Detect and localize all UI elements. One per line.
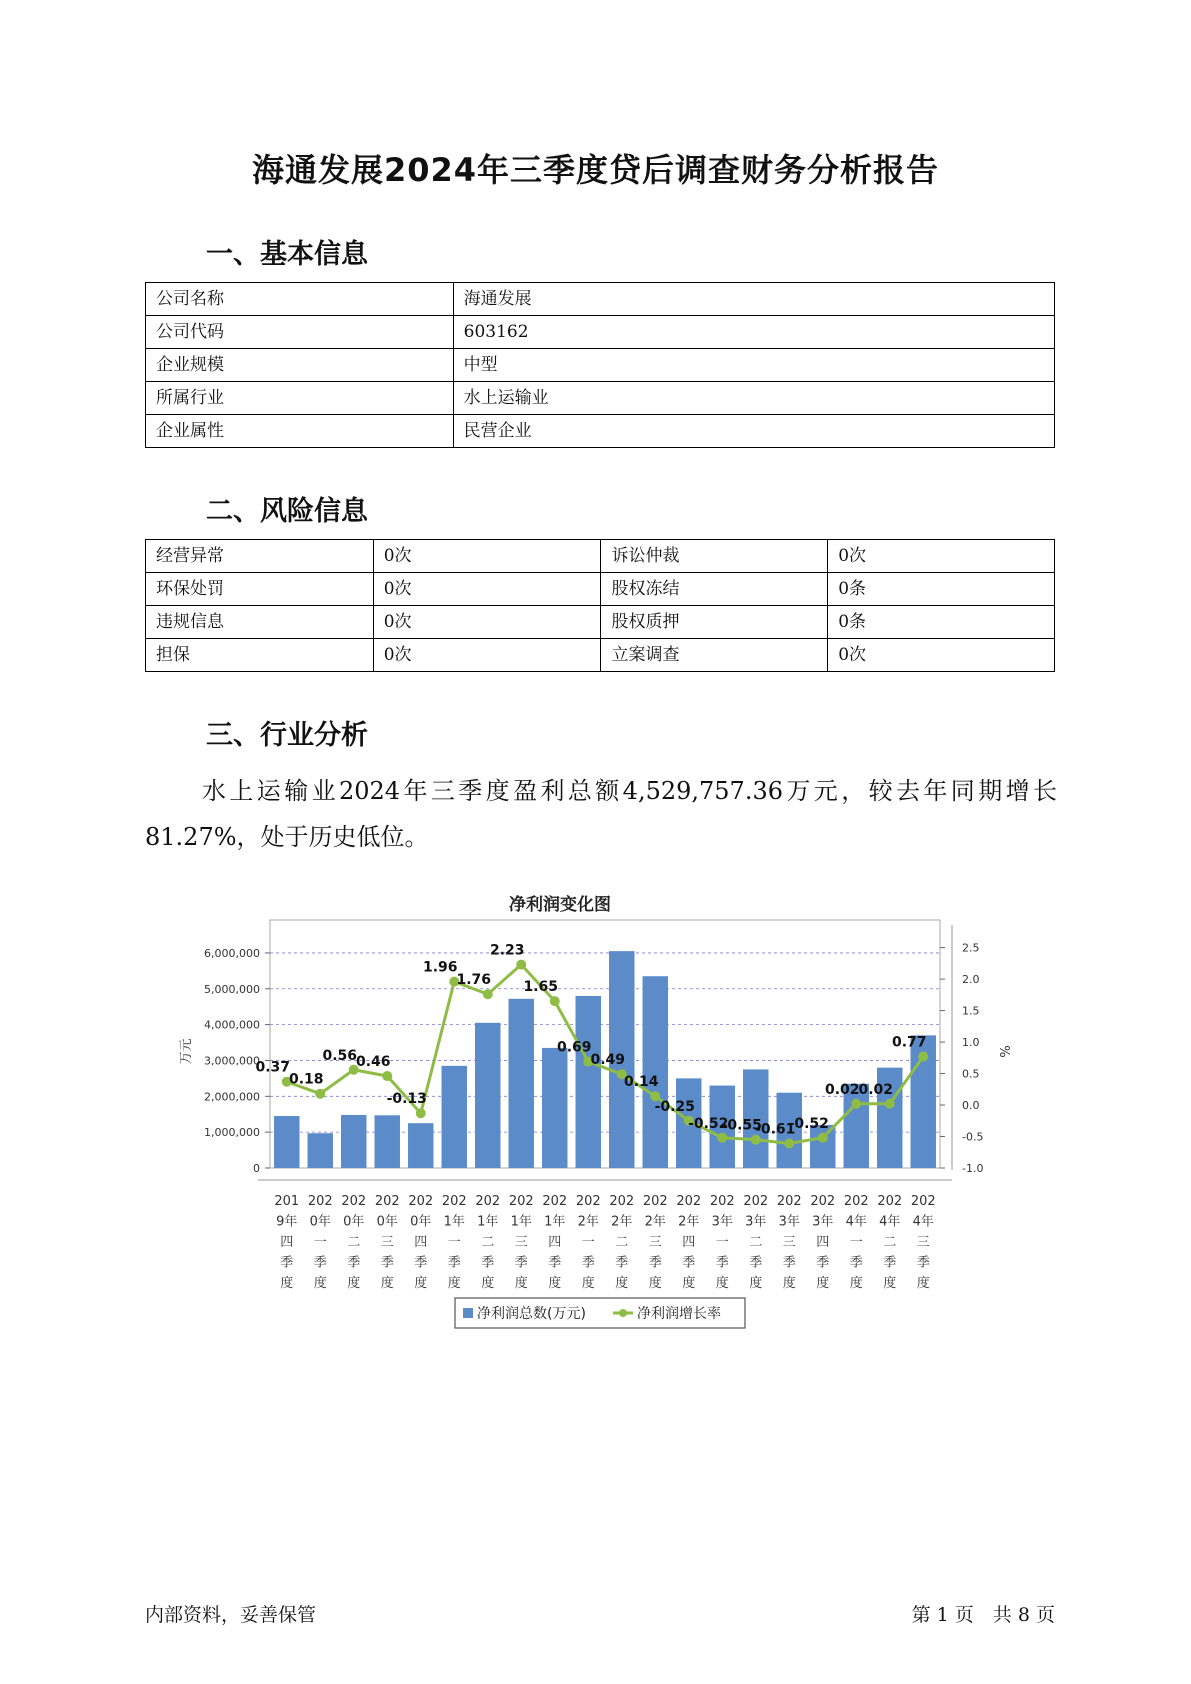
risk-value: 0次 bbox=[828, 540, 1055, 573]
bar bbox=[475, 1023, 500, 1168]
table-row bbox=[146, 283, 1055, 316]
point-label: -0.25 bbox=[654, 1098, 695, 1115]
growth-rate-point bbox=[483, 989, 493, 999]
risk-label: 股权冻结 bbox=[601, 573, 828, 606]
bar bbox=[274, 1116, 299, 1168]
field-label: 所属行业 bbox=[146, 382, 454, 415]
y-left-tick-label: 5,000,000 bbox=[204, 982, 260, 996]
field-label: 企业规模 bbox=[146, 349, 454, 382]
table-row bbox=[146, 349, 1055, 382]
legend-label-line: 净利润增长率 bbox=[637, 1306, 721, 1322]
point-label: 0.02 bbox=[824, 1081, 860, 1098]
legend-label-bar: 净利润总数(万元) bbox=[477, 1306, 586, 1322]
risk-value: 0次 bbox=[373, 540, 601, 573]
risk-value: 0条 bbox=[828, 606, 1055, 639]
table-row bbox=[146, 415, 1055, 448]
page-total: 8 bbox=[1017, 1604, 1030, 1626]
x-tick-label: 202 1年四季度 bbox=[542, 1194, 568, 1291]
y-right-tick-label: 1.5 bbox=[962, 1004, 980, 1018]
section-heading-industry-analysis: 三、行业分析 bbox=[206, 720, 368, 751]
section-heading-risk-info: 二、风险信息 bbox=[206, 496, 368, 527]
x-tick-label: 201 9年四季度 bbox=[274, 1194, 300, 1291]
risk-label: 经营异常 bbox=[146, 540, 374, 573]
x-tick-label: 202 1年二季度 bbox=[475, 1194, 501, 1291]
point-label: 0.18 bbox=[288, 1071, 324, 1088]
table-row bbox=[146, 573, 1055, 606]
field-value: 民营企业 bbox=[453, 415, 1054, 448]
x-tick-label: 202 3年三季度 bbox=[776, 1194, 802, 1291]
y-left-tick-label: 1,000,000 bbox=[204, 1126, 260, 1140]
growth-rate-point bbox=[885, 1099, 895, 1109]
page-current: 1 bbox=[936, 1604, 949, 1626]
bar bbox=[509, 999, 534, 1168]
risk-info-table bbox=[145, 539, 1055, 672]
net-profit-chart bbox=[170, 880, 1070, 1340]
risk-label: 环保处罚 bbox=[146, 573, 374, 606]
growth-rate-point bbox=[918, 1052, 928, 1062]
field-value: 603162 bbox=[453, 316, 1054, 349]
risk-label: 违规信息 bbox=[146, 606, 374, 639]
risk-value: 0次 bbox=[828, 639, 1055, 672]
x-tick-label: 202 1年三季度 bbox=[508, 1194, 534, 1291]
x-tick-label: 202 0年三季度 bbox=[374, 1194, 400, 1291]
table-row bbox=[146, 316, 1055, 349]
y-right-tick-label: -1.0 bbox=[962, 1162, 984, 1175]
growth-rate-point bbox=[516, 960, 526, 970]
point-label: -0.61 bbox=[755, 1121, 796, 1138]
y-right-tick-label: 2.5 bbox=[962, 941, 980, 955]
y-left-tick-label: 6,000,000 bbox=[204, 946, 260, 960]
y-right-tick-label: 0.0 bbox=[962, 1099, 980, 1113]
y-left-tick-label: 2,000,000 bbox=[204, 1090, 260, 1104]
point-label: 0.49 bbox=[590, 1052, 626, 1069]
x-tick-label: 202 0年二季度 bbox=[341, 1194, 367, 1291]
risk-label: 诉讼仲裁 bbox=[601, 540, 828, 573]
point-label: 0.69 bbox=[556, 1039, 592, 1056]
risk-label: 担保 bbox=[146, 639, 374, 672]
point-label: 0.14 bbox=[623, 1074, 659, 1091]
x-tick-label: 202 4年二季度 bbox=[877, 1194, 903, 1291]
x-tick-label: 202 3年四季度 bbox=[810, 1194, 836, 1291]
field-value: 水上运输业 bbox=[453, 382, 1054, 415]
point-label: -0.52 bbox=[688, 1115, 729, 1132]
field-value: 中型 bbox=[453, 349, 1054, 382]
point-label: -0.13 bbox=[386, 1091, 427, 1108]
growth-rate-point bbox=[818, 1133, 828, 1143]
x-tick-label: 202 2年一季度 bbox=[575, 1194, 601, 1291]
bar bbox=[341, 1115, 366, 1168]
y-right-axis-title: % bbox=[999, 1045, 1014, 1058]
growth-rate-point bbox=[851, 1099, 861, 1109]
growth-rate-point bbox=[416, 1108, 426, 1118]
y-right-tick-label: 1.0 bbox=[962, 1036, 980, 1050]
risk-label: 立案调查 bbox=[601, 639, 828, 672]
y-left-tick-label: 3,000,000 bbox=[204, 1054, 260, 1068]
point-label: 0.46 bbox=[355, 1054, 391, 1071]
x-tick-label: 202 4年三季度 bbox=[910, 1194, 936, 1291]
bar bbox=[643, 976, 668, 1168]
x-tick-label: 202 0年四季度 bbox=[408, 1194, 434, 1291]
field-value: 海通发展 bbox=[453, 283, 1054, 316]
bar bbox=[375, 1115, 400, 1168]
risk-value: 0条 bbox=[828, 573, 1055, 606]
table-row bbox=[146, 639, 1055, 672]
footer-page-number bbox=[912, 1600, 1055, 1627]
growth-rate-point bbox=[550, 996, 560, 1006]
field-label: 公司代码 bbox=[146, 316, 454, 349]
y-right-tick-label: 2.0 bbox=[962, 973, 980, 987]
plot-area bbox=[270, 920, 940, 1168]
y-left-tick-label: 4,000,000 bbox=[204, 1018, 260, 1032]
industry-analysis-paragraph: 水上运输业2024年三季度盈利总额4,529,757.36万元，较去年同期增长81.27%，处于历史低位。 bbox=[145, 777, 1057, 851]
basic-info-table bbox=[145, 282, 1055, 448]
point-label: -0.55 bbox=[721, 1117, 762, 1134]
field-label: 企业属性 bbox=[146, 415, 454, 448]
table-row bbox=[146, 540, 1055, 573]
x-tick-label: 202 2年四季度 bbox=[676, 1194, 702, 1291]
growth-rate-point bbox=[717, 1133, 727, 1143]
y-right-tick-label: 0.5 bbox=[962, 1067, 980, 1081]
legend-swatch-bar bbox=[463, 1308, 473, 1318]
point-label: 2.23 bbox=[489, 942, 525, 959]
y-right-tick-label: -0.5 bbox=[962, 1130, 984, 1144]
risk-value: 0次 bbox=[373, 573, 601, 606]
field-label: 公司名称 bbox=[146, 283, 454, 316]
y-left-axis-title: 万元 bbox=[179, 1038, 194, 1065]
footer-confidential-note: 内部资料，妥善保管 bbox=[145, 1604, 317, 1626]
section-heading-basic-info: 一、基本信息 bbox=[206, 239, 368, 270]
chart-title: 净利润变化图 bbox=[509, 895, 611, 915]
x-tick-label: 202 0年一季度 bbox=[307, 1194, 333, 1291]
point-label: 1.76 bbox=[456, 972, 492, 989]
point-label: 1.65 bbox=[523, 979, 559, 996]
growth-rate-point bbox=[315, 1089, 325, 1099]
x-tick-label: 202 3年二季度 bbox=[743, 1194, 769, 1291]
page-suffix: 页 bbox=[1035, 1604, 1055, 1626]
bar bbox=[442, 1066, 467, 1168]
y-left-tick-label: 0 bbox=[253, 1162, 260, 1175]
risk-label: 股权质押 bbox=[601, 606, 828, 639]
point-label: 0.37 bbox=[255, 1059, 291, 1076]
risk-value: 0次 bbox=[373, 606, 601, 639]
page-prefix: 第 bbox=[911, 1604, 931, 1626]
x-tick-label: 202 4年一季度 bbox=[843, 1194, 869, 1291]
bar bbox=[576, 996, 601, 1168]
table-row bbox=[146, 606, 1055, 639]
point-label: 0.56 bbox=[322, 1047, 358, 1064]
report-title: 海通发展2024年三季度贷后调查财务分析报告 bbox=[251, 151, 940, 189]
page-mid: 页 共 bbox=[954, 1604, 1012, 1626]
x-tick-label: 202 2年三季度 bbox=[642, 1194, 668, 1291]
table-row bbox=[146, 382, 1055, 415]
x-tick-label: 202 3年一季度 bbox=[709, 1194, 735, 1291]
legend-swatch-point bbox=[619, 1309, 627, 1317]
bar bbox=[308, 1133, 333, 1168]
growth-rate-point bbox=[382, 1071, 392, 1081]
bar bbox=[408, 1123, 433, 1168]
point-label: -0.52 bbox=[788, 1115, 829, 1132]
growth-rate-point bbox=[784, 1138, 794, 1148]
x-tick-label: 202 2年二季度 bbox=[609, 1194, 635, 1291]
point-label: 1.96 bbox=[422, 959, 458, 976]
point-label: 0.77 bbox=[891, 1034, 927, 1051]
x-tick-label: 202 1年一季度 bbox=[441, 1194, 467, 1291]
point-label: 0.02 bbox=[858, 1081, 894, 1098]
bar bbox=[542, 1048, 567, 1168]
risk-value: 0次 bbox=[373, 639, 601, 672]
